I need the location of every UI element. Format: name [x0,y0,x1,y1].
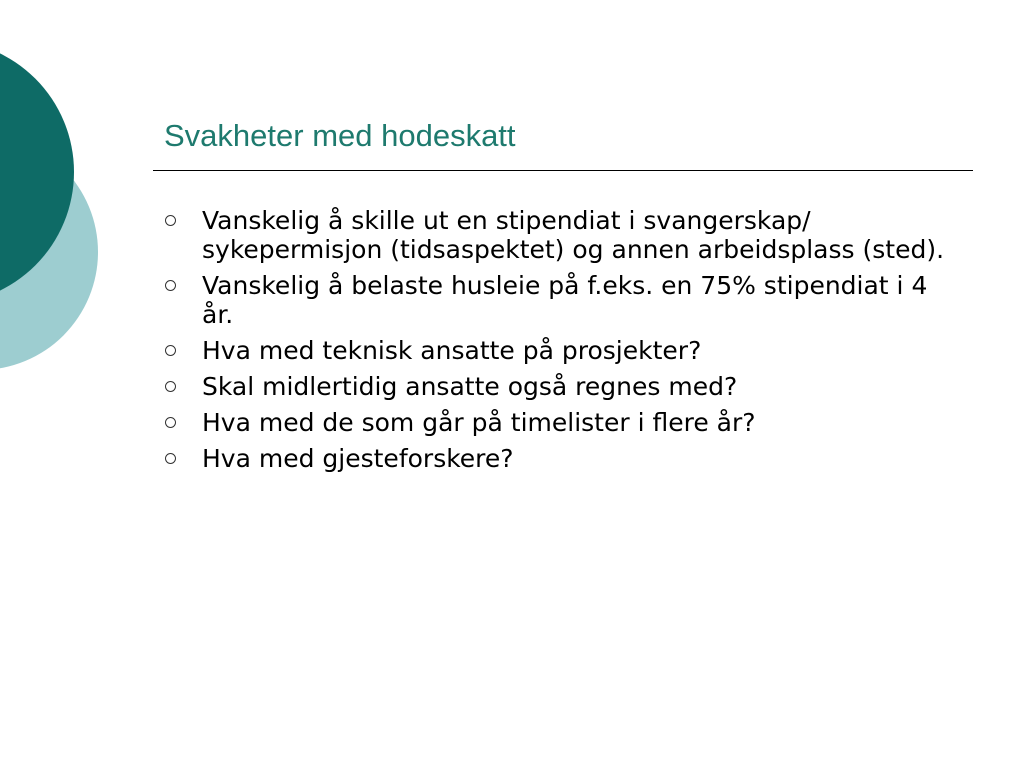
circle-outline-icon [165,381,176,392]
circle-outline-icon [165,453,176,464]
circle-outline-icon [165,345,176,356]
bullet-text: Vanskelig å skille ut en stipendiat i svangerskap/ sykepermisjon (tidsaspektet) og annen arbeidsplass (sted). [202,206,945,264]
bullet-text: Hva med de som går på timelister i flere år? [202,408,756,437]
bullet-item [163,271,963,329]
circle-outline-icon [165,417,176,428]
bullet-text: Hva med teknisk ansatte på prosjekter? [202,336,702,365]
title-divider [153,170,973,171]
bullet-item [163,206,963,264]
bullet-text: Hva med gjesteforskere? [202,444,514,473]
bullet-list [163,206,963,480]
bullet-item [163,372,963,401]
decorative-circles [0,0,110,420]
bullet-item [163,336,963,365]
circle-outline-icon [165,215,176,226]
bullet-item [163,444,963,473]
circle-outline-icon [165,280,176,291]
bullet-text: Vanskelig å belaste husleie på f.eks. en 75% stipendiat i 4 år. [202,271,928,329]
bullet-item [163,408,963,437]
bullet-text: Skal midlertidig ansatte også regnes med? [202,372,738,401]
slide-title: Svakheter med hodeskatt [164,118,516,153]
